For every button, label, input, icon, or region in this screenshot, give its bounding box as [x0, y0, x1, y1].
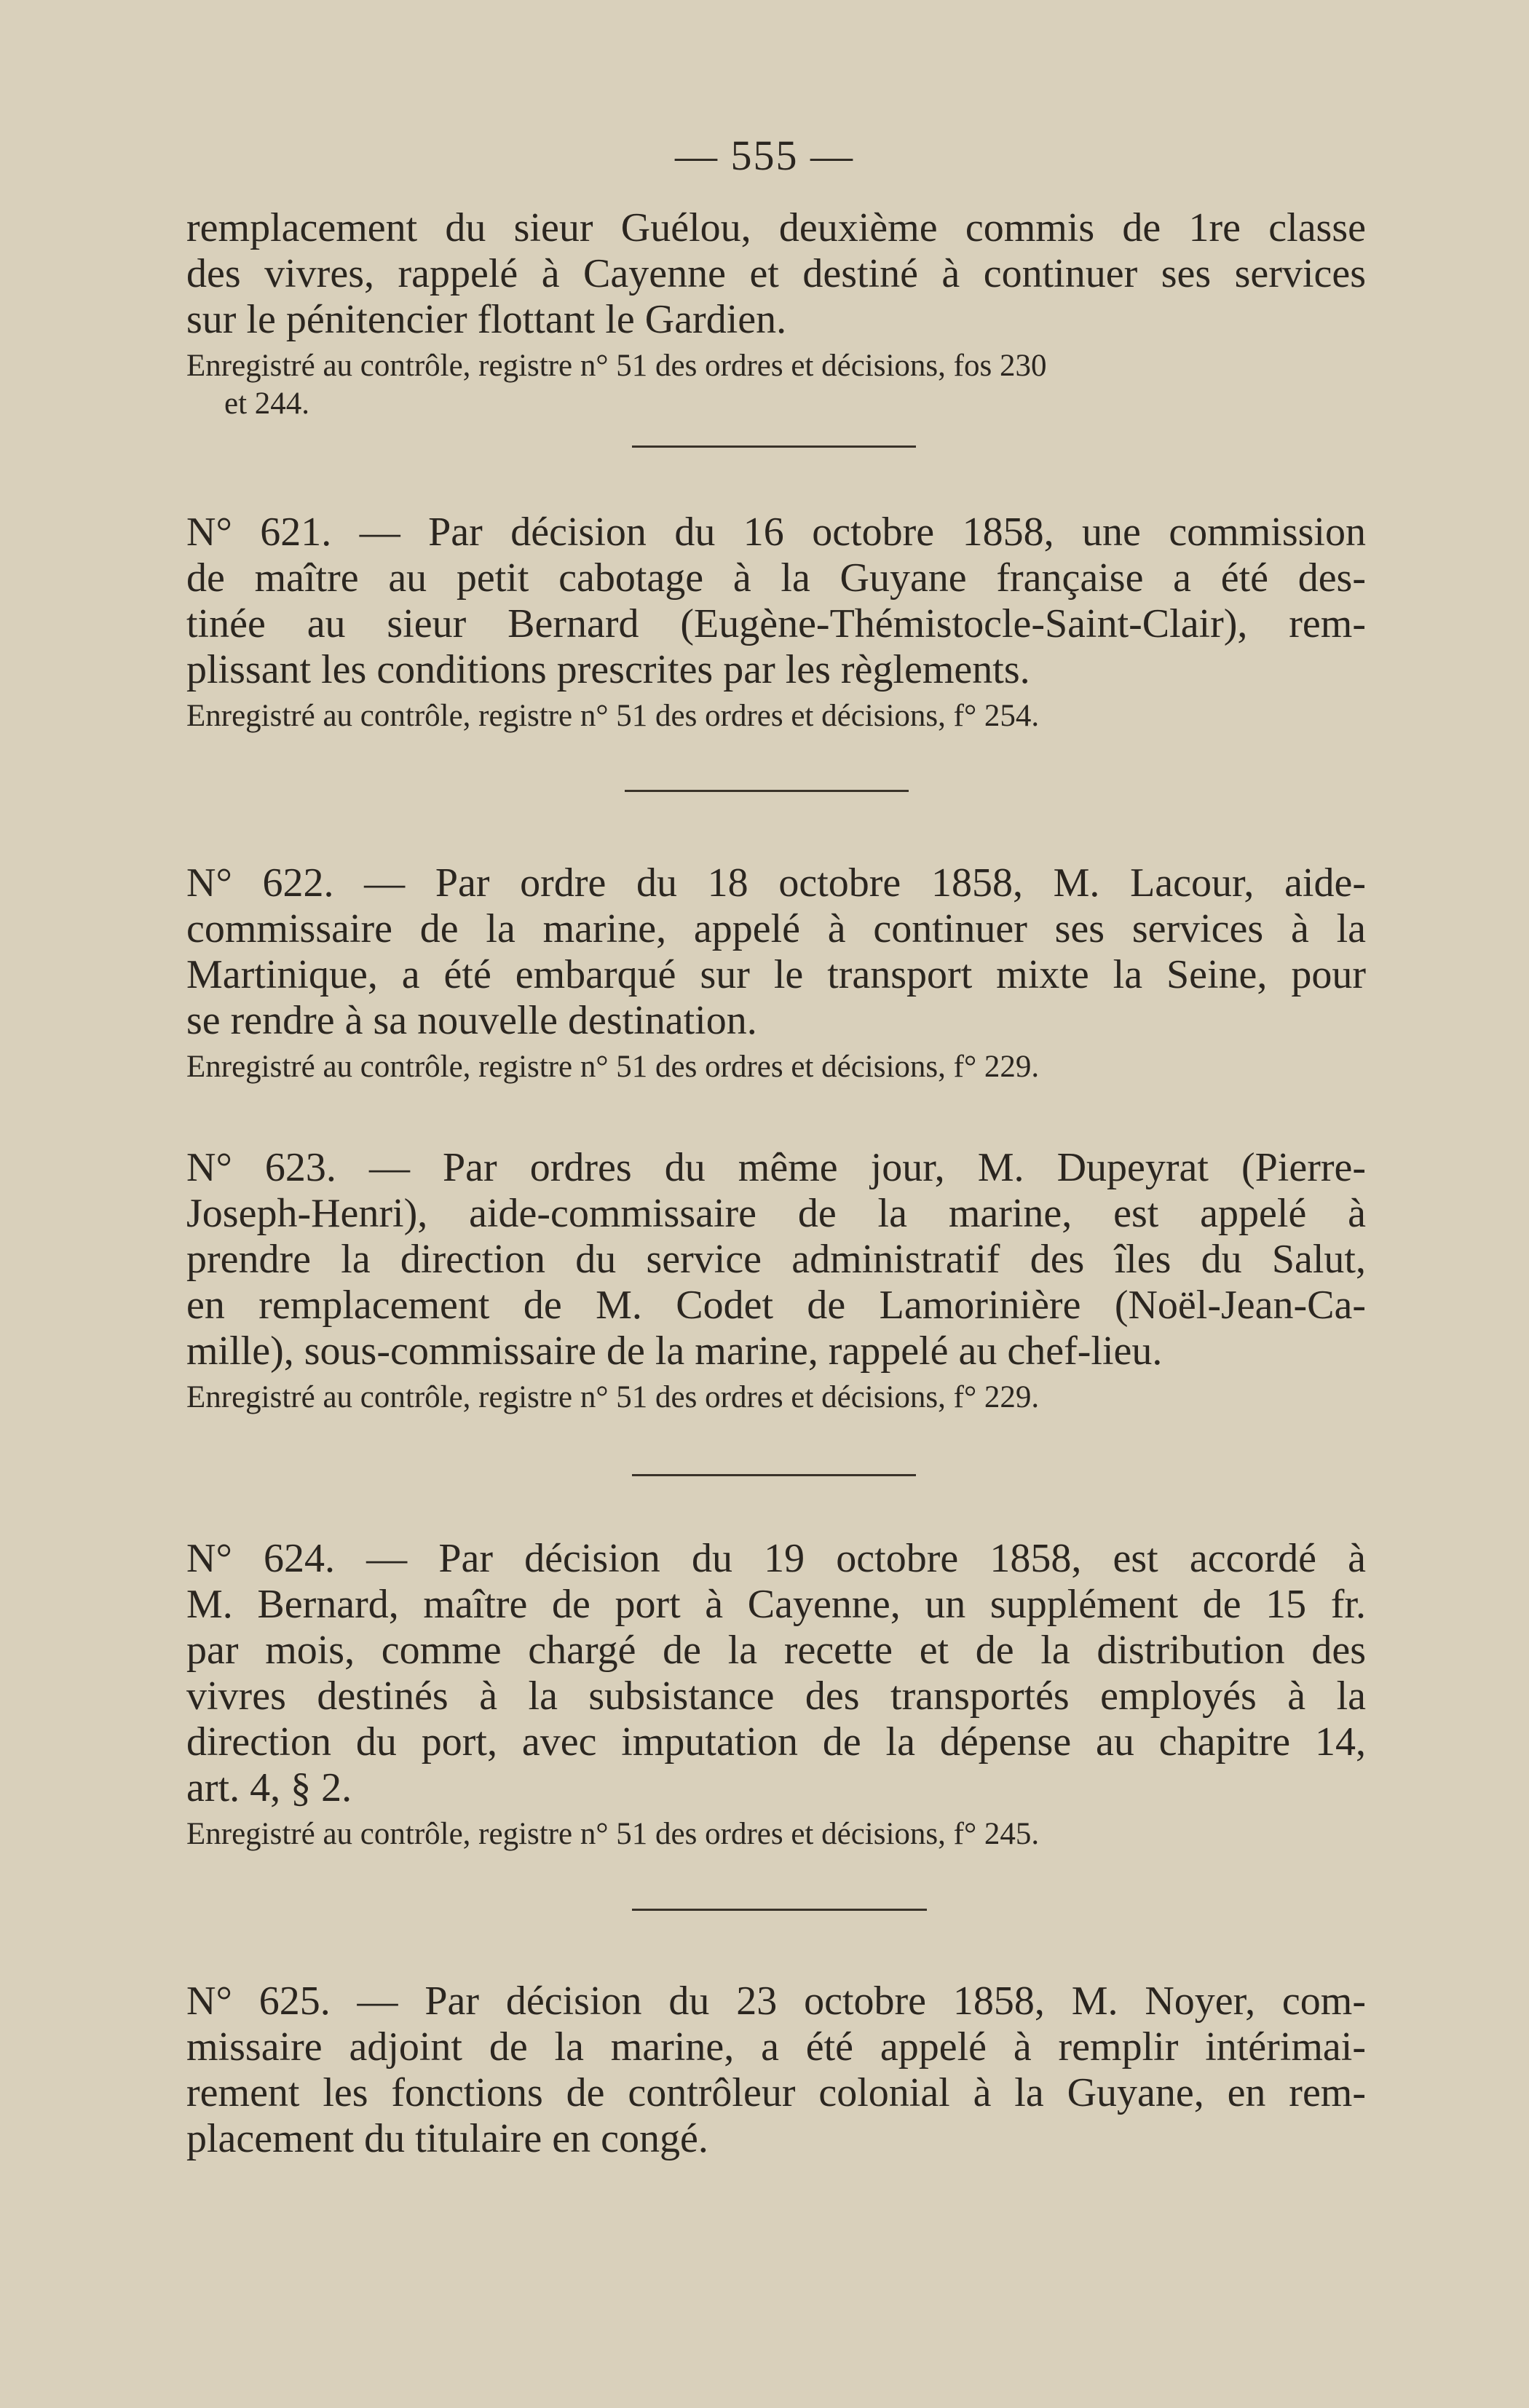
- text-line: N° 625. — Par décision du 23 octobre 1858, M. Noyer, com-: [186, 1979, 1366, 2024]
- text-line: se rendre à sa nouvelle destination.: [186, 998, 757, 1043]
- text-line: Joseph-Henri), aide-commissaire de la marine, est appelé à: [186, 1191, 1366, 1236]
- text-line: direction du port, avec imputation de la dépense au chapitre 14,: [186, 1719, 1366, 1765]
- text-line: placement du titulaire en congé.: [186, 2116, 708, 2161]
- entry-paragraph: [186, 1979, 1366, 2162]
- text-line: mille), sous-commissaire de la marine, rappelé au chef-lieu.: [186, 1328, 1163, 1374]
- text-line: N° 621. — Par décision du 16 octobre 1858, une commission: [186, 510, 1366, 555]
- text-line: art. 4, § 2.: [186, 1765, 352, 1810]
- text-line: M. Bernard, maître de port à Cayenne, un supplément de 15 fr.: [186, 1582, 1366, 1627]
- text-line: remplacement du sieur Guélou, deuxième commis de 1re classe: [186, 205, 1366, 250]
- text-line: Martinique, a été embarqué sur le transport mixte la Seine, pour: [186, 952, 1366, 997]
- text-line: N° 622. — Par ordre du 18 octobre 1858, M. Lacour, aide-: [186, 860, 1366, 906]
- text-line: commissaire de la marine, appelé à continuer ses services à la: [186, 906, 1366, 951]
- entry-622: [186, 860, 1366, 1086]
- registration-note-continued: et 244.: [224, 387, 310, 421]
- separator-rule: [625, 790, 909, 792]
- text-line: vivres destinés à la subsistance des transportés employés à la: [186, 1674, 1366, 1719]
- text-line: N° 624. — Par décision du 19 octobre 1858, est accordé à: [186, 1536, 1366, 1581]
- text-line: plissant les conditions prescrites par les règlements.: [186, 647, 1030, 692]
- separator-rule: [632, 1474, 916, 1476]
- registration-note: Enregistré au contrôle, registre n° 51 des ordres et décisions, fos 230: [186, 349, 1047, 383]
- text-line: rement les fonctions de contrôleur colonial à la Guyane, en rem-: [186, 2070, 1366, 2115]
- separator-rule: [632, 1909, 927, 1911]
- text-line: tinée au sieur Bernard (Eugène-Thémistocle-Saint-Clair), rem-: [186, 601, 1366, 646]
- entry-paragraph: [186, 510, 1366, 693]
- registration-note: Enregistré au contrôle, registre n° 51 des ordres et décisions, f° 245.: [186, 1817, 1040, 1851]
- page-number: — 555 —: [675, 132, 854, 179]
- entry-paragraph: [186, 860, 1366, 1044]
- text-line: par mois, comme chargé de la recette et de la distribution des: [186, 1628, 1366, 1673]
- text-line: prendre la direction du service administratif des îles du Salut,: [186, 1237, 1366, 1282]
- entry-625: [186, 1979, 1366, 2162]
- entry-paragraph: [186, 1536, 1366, 1811]
- registration-note: Enregistré au contrôle, registre n° 51 des ordres et décisions, f° 229.: [186, 1050, 1040, 1084]
- separator-rule: [632, 445, 916, 448]
- registration-note: Enregistré au contrôle, registre n° 51 des ordres et décisions, f° 229.: [186, 1380, 1040, 1414]
- text-line: sur le pénitencier flottant le Gardien.: [186, 297, 787, 342]
- text-line: en remplacement de M. Codet de Lamorinière (Noël-Jean-Ca-: [186, 1283, 1366, 1328]
- registration-note: Enregistré au contrôle, registre n° 51 des ordres et décisions, f° 254.: [186, 699, 1040, 733]
- text-line: des vivres, rappelé à Cayenne et destiné à continuer ses services: [186, 251, 1366, 296]
- text-line: de maître au petit cabotage à la Guyane française a été des-: [186, 555, 1366, 601]
- entry-621: [186, 510, 1366, 735]
- text-line: N° 623. — Par ordres du même jour, M. Dupeyrat (Pierre-: [186, 1145, 1366, 1190]
- intro-block: [186, 205, 1366, 423]
- text-line: missaire adjoint de la marine, a été appelé à remplir intérimai-: [186, 2024, 1366, 2070]
- entry-624: [186, 1536, 1366, 1853]
- intro-paragraph: [186, 205, 1366, 343]
- entry-paragraph: [186, 1145, 1366, 1374]
- entry-623: [186, 1145, 1366, 1417]
